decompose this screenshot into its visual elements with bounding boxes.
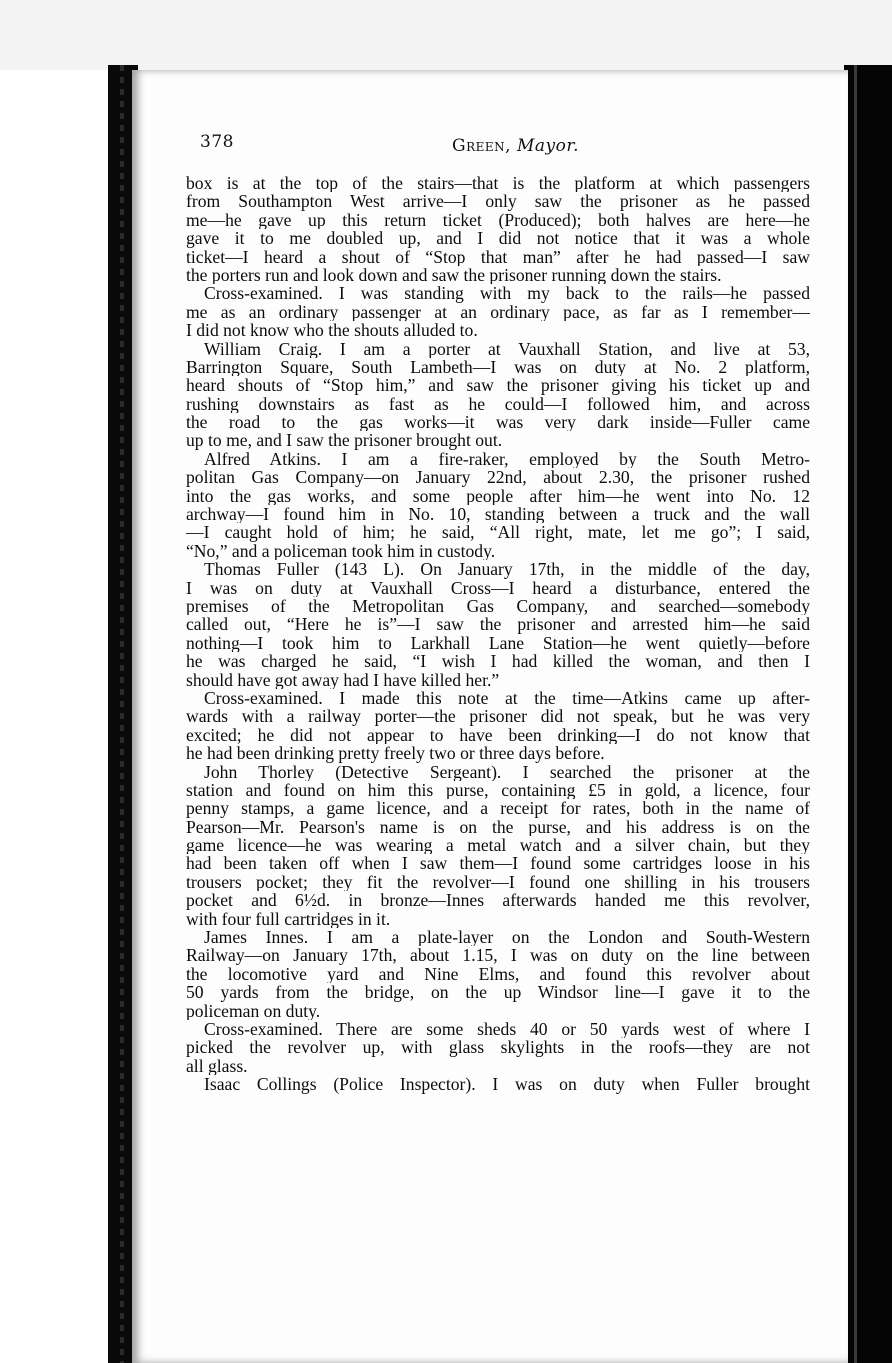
text-line: William Craig. I am a porter at Vauxhall Station, and live at 53, bbox=[204, 339, 810, 358]
text-line: rushing downstairs as fast as he could—I followed him, and across bbox=[186, 394, 810, 414]
text-line: Alfred Atkins. I am a fire-raker, employed by the South Metro- bbox=[204, 449, 810, 469]
text-line: Cross-examined. I made this note at the time—Atkins came up after- bbox=[204, 688, 810, 708]
text-line: station and found on him this purse, containing £5 in gold, a licence, four bbox=[186, 780, 810, 800]
text-line: he had been drinking pretty freely two or three days before. bbox=[186, 744, 605, 763]
text-line: Pearson—Mr. Pearson's name is on the purse, and his address is on the bbox=[186, 817, 810, 837]
text-line: picked the revolver up, with glass skylights in the roofs—they are not bbox=[186, 1038, 810, 1057]
text-line: should have got away had I have killed her.” bbox=[186, 670, 500, 689]
text-line: Cross-examined. I was standing with my back to the rails—he passed bbox=[204, 284, 810, 303]
text-line: politan Gas Company—on January 22nd, about 2.30, the prisoner rushed bbox=[186, 468, 810, 487]
text-line: up to me, and I saw the prisoner brought out. bbox=[186, 431, 503, 450]
text-line: premises of the Metropolitan Gas Company, and searched—somebody bbox=[186, 596, 810, 616]
body-text bbox=[186, 174, 810, 1094]
text-line: Railway—on January 17th, about 1.15, I was on duty on the line between bbox=[186, 946, 810, 965]
text-line: trousers pocket; they fit the revolver—I found one shilling in his trousers bbox=[186, 872, 810, 892]
text-line: nothing—I took him to Larkhall Lane Station—he went quietly—before bbox=[186, 633, 810, 653]
text-line: into the gas works, and some people after him—he went into No. 12 bbox=[186, 486, 810, 506]
book-right-edge bbox=[844, 65, 892, 1363]
text-line: from Southampton West arrive—I only saw the prisoner as he passed bbox=[186, 192, 810, 211]
text-line: penny stamps, a game licence, and a receipt for rates, both in the name of bbox=[186, 799, 810, 818]
running-head bbox=[452, 136, 579, 156]
text-line: John Thorley (Detective Sergeant). I searched the prisoner at the bbox=[204, 762, 810, 781]
text-line: excited; he did not appear to have been drinking—I do not know that bbox=[186, 725, 810, 745]
text-line: the road to the gas works—it was very dark inside—Fuller came bbox=[186, 413, 810, 432]
text-line: Barrington Square, South Lambeth—I was on duty at No. 2 platform, bbox=[186, 357, 810, 377]
text-line: game licence—he was wearing a metal watch and a silver chain, but they bbox=[186, 836, 810, 855]
text-line: 50 yards from the bridge, on the up Windsor line—I gave it to the bbox=[186, 983, 810, 1002]
text-line: ticket—I heard a shout of “Stop that man” after he had passed—I saw bbox=[186, 247, 810, 266]
text-line: James Innes. I am a plate-layer on the London and South-Western bbox=[204, 928, 810, 947]
text-line: Isaac Collings (Police Inspector). I was on duty when Fuller brought bbox=[204, 1075, 810, 1094]
text-line: I was on duty at Vauxhall Cross—I heard a disturbance, entered the bbox=[186, 578, 810, 597]
text-line: “No,” and a policeman took him in custody. bbox=[186, 541, 496, 561]
text-line: box is at the top of the stairs—that is the platform at which passengers bbox=[186, 174, 810, 193]
text-line: Cross-examined. There are some sheds 40 or 50 yards west of where I bbox=[204, 1019, 810, 1039]
text-line: called out, “Here he is”—I saw the prisoner and arrested him—he said bbox=[186, 615, 810, 634]
text-line: archway—I found him in No. 10, standing between a truck and the wall bbox=[186, 505, 810, 524]
page-number: 378 bbox=[200, 132, 234, 152]
page-header bbox=[200, 128, 800, 162]
text-line: policeman on duty. bbox=[186, 1001, 321, 1020]
text-line: pocket and 6½d. in bronze—Innes afterwards handed me this revolver, bbox=[186, 891, 810, 910]
text-line: —I caught hold of him; he said, “All right, mate, let me go”; I said, bbox=[186, 523, 810, 542]
text-line: the porters run and look down and saw the prisoner running down the stairs. bbox=[186, 265, 722, 285]
scan-top-margin bbox=[0, 0, 892, 70]
text-line: wards with a railway porter—the prisoner did not speak, but he was very bbox=[186, 707, 810, 726]
text-line: Thomas Fuller (143 L). On January 17th, in the middle of the day, bbox=[204, 560, 810, 579]
running-head-title: Mayor. bbox=[516, 136, 579, 156]
text-line: me as an ordinary passenger at an ordinary pace, as far as I remember— bbox=[186, 302, 810, 322]
text-line: he was charged he said, “I wish I had killed the woman, and then I bbox=[186, 652, 810, 671]
text-line: heard shouts of “Stop him,” and saw the prisoner giving his ticket up and bbox=[186, 376, 810, 395]
text-line: all glass. bbox=[186, 1056, 248, 1076]
text-line: gave it to me doubled up, and I did not notice that it was a whole bbox=[186, 229, 810, 248]
text-line: I did not know who the shouts alluded to. bbox=[186, 321, 478, 340]
text-line: had been taken off when I saw them—I found some cartridges loose in his bbox=[186, 854, 810, 873]
text-line: me—he gave up this return ticket (Produced); both halves are here—he bbox=[186, 210, 810, 230]
text-line: the locomotive yard and Nine Elms, and found this revolver about bbox=[186, 964, 810, 984]
text-line: with four full cartridges in it. bbox=[186, 909, 391, 929]
running-head-name: Green, bbox=[452, 136, 512, 156]
